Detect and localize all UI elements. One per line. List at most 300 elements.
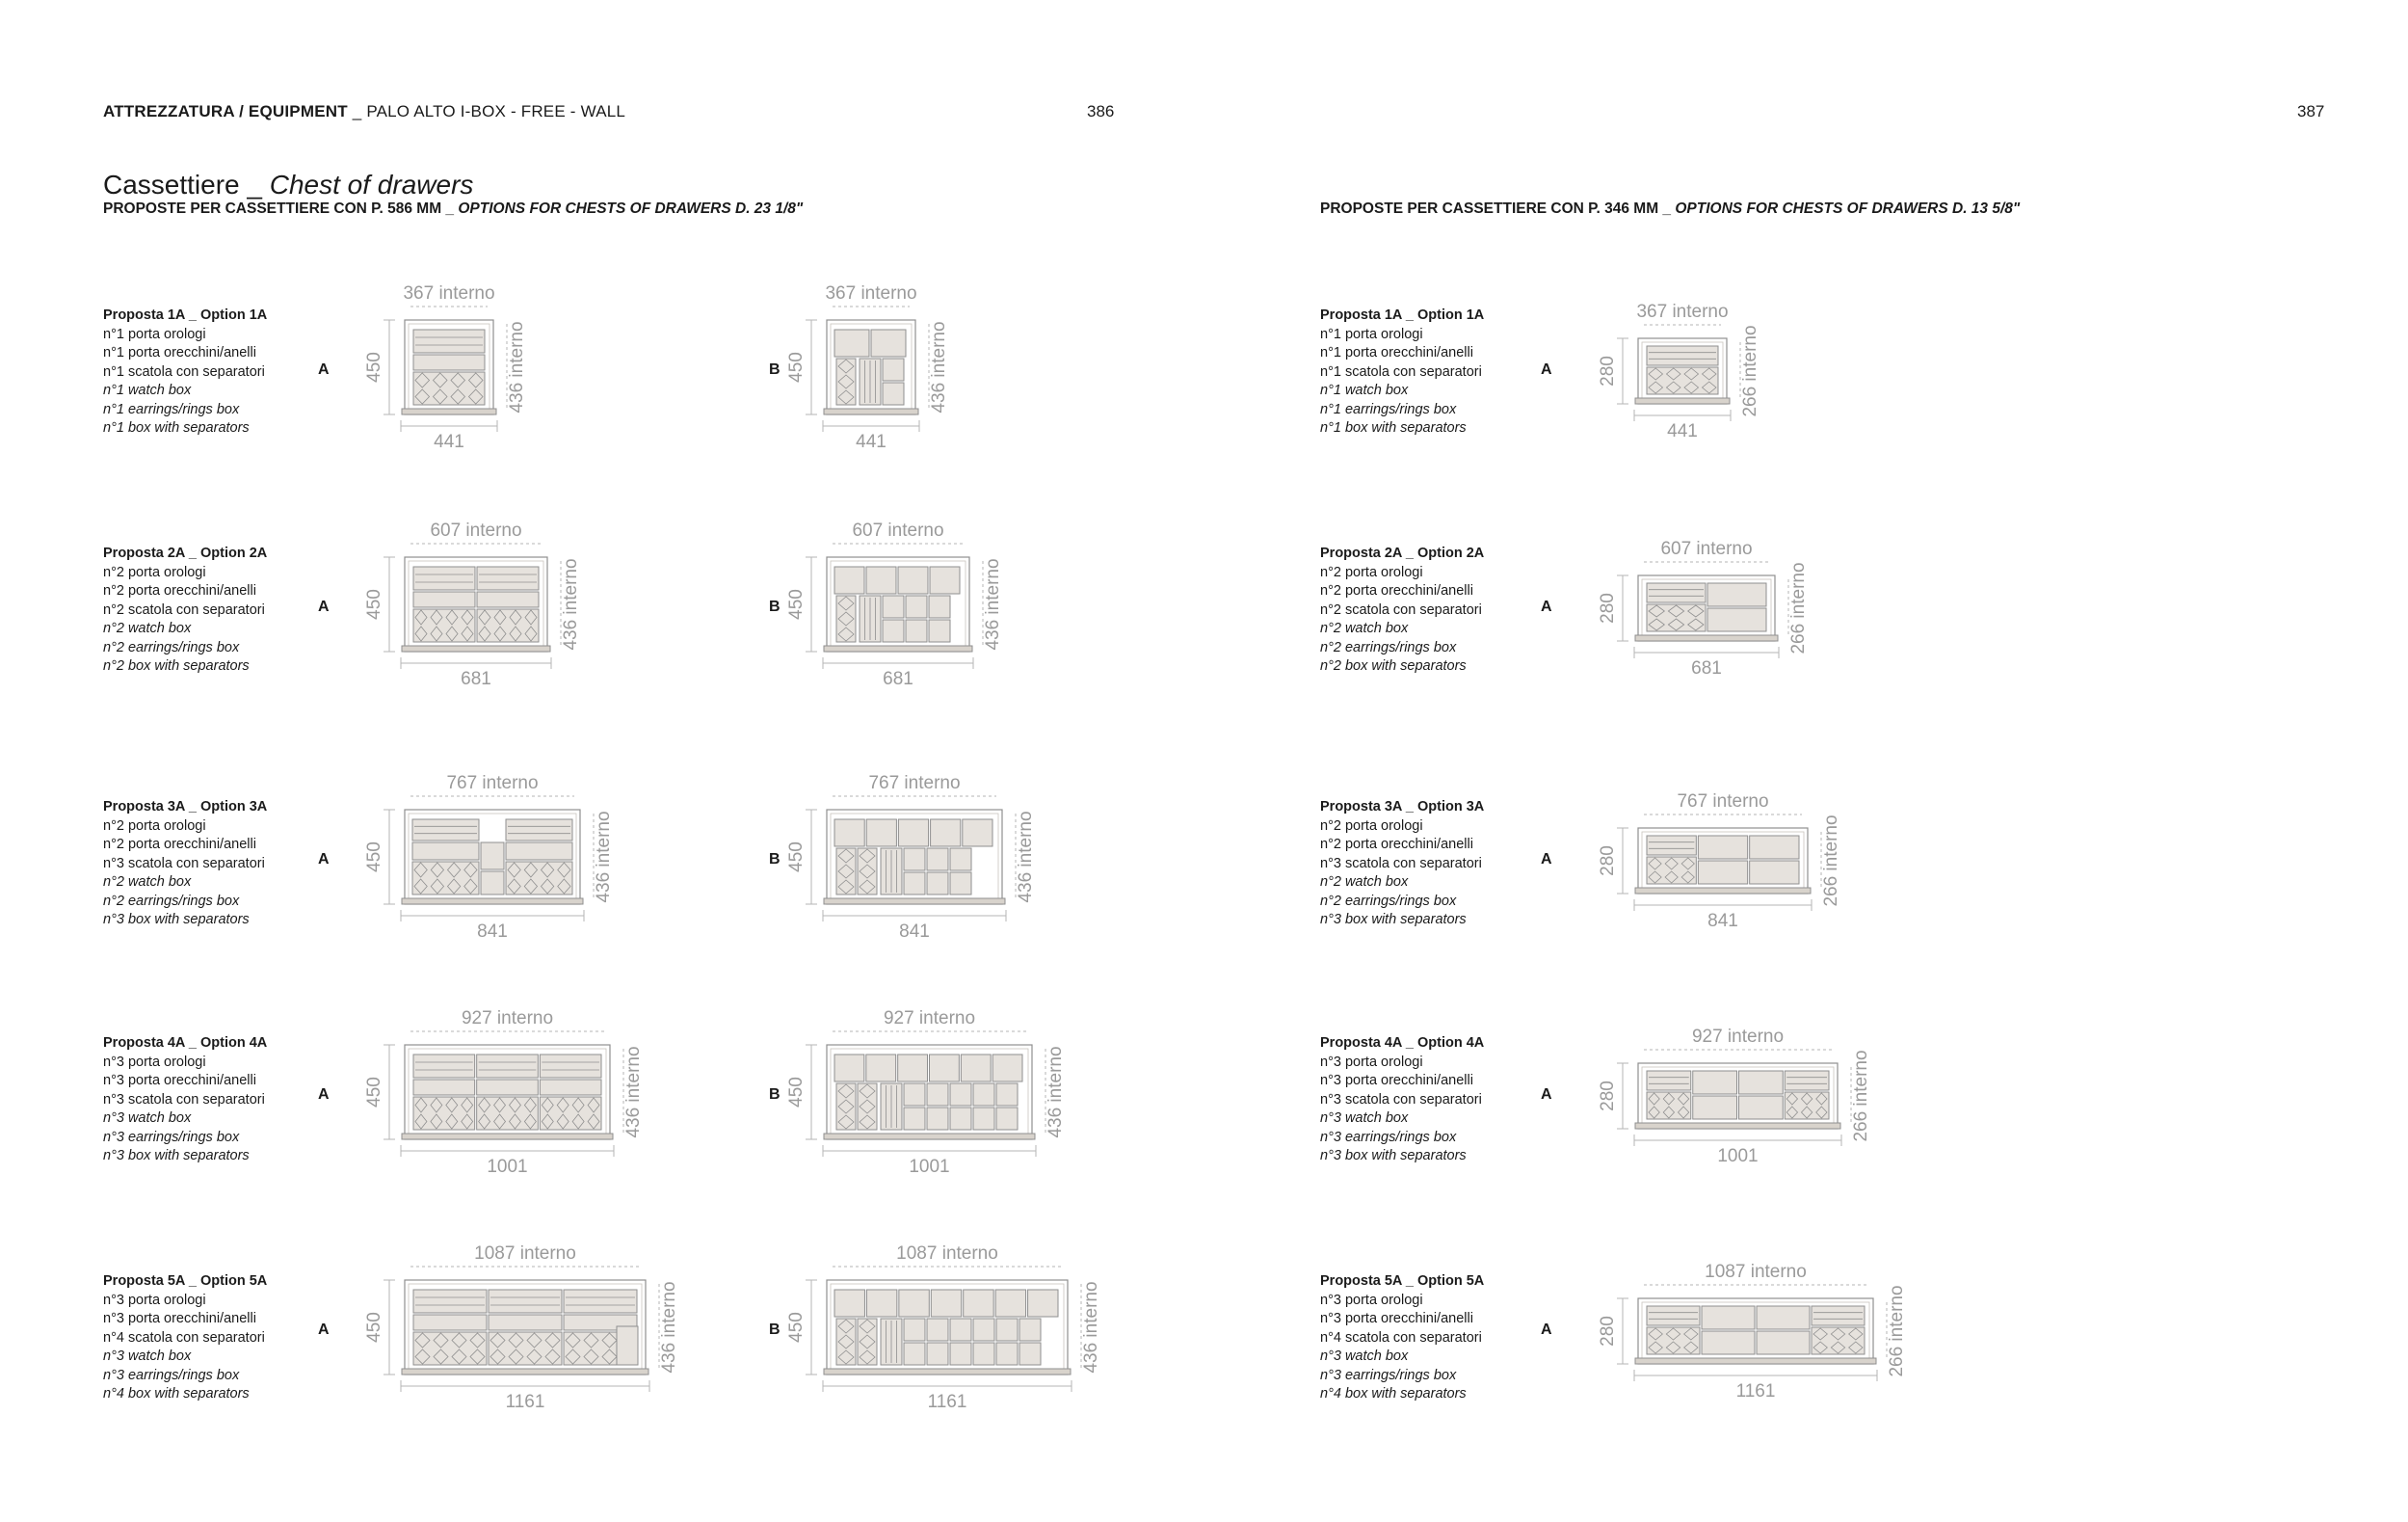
drawer-front — [996, 1108, 1018, 1130]
drawer-front — [930, 567, 960, 594]
drawer-front — [834, 1055, 864, 1081]
option-item-en: n°1 earrings/rings box — [1320, 401, 1457, 417]
drawing-a-option-3 — [1600, 789, 1875, 971]
watch-box — [1647, 346, 1718, 365]
option-item-en: n°2 earrings/rings box — [103, 893, 240, 909]
option-item-it: n°3 scatola con separatori — [103, 855, 265, 871]
separator-box — [481, 871, 504, 895]
variant-label-a: A — [318, 599, 330, 615]
drawer-front — [871, 330, 906, 357]
separator-box — [489, 1315, 562, 1330]
dimension-outer-width: 1001 — [1717, 1146, 1759, 1166]
option-item-en: n°2 watch box — [1320, 874, 1409, 890]
option-item-en: n°3 watch box — [103, 1348, 192, 1364]
drawer-front — [1702, 1306, 1755, 1329]
drawer-front — [950, 1083, 971, 1106]
dimension-outer-width: 841 — [477, 921, 508, 942]
option-title: Proposta 2A _ Option 2A — [103, 546, 268, 561]
option-title: Proposta 2A _ Option 2A — [1320, 546, 1485, 561]
separator-box — [540, 1080, 601, 1095]
drawer-front — [1028, 1290, 1058, 1317]
option-title: Proposta 1A _ Option 1A — [103, 307, 268, 323]
cabinet-base — [402, 1369, 648, 1375]
option-item-en: n°4 box with separators — [103, 1386, 250, 1402]
separator-box — [477, 592, 539, 607]
drawer-front — [904, 1319, 925, 1341]
separator-box — [413, 1315, 487, 1330]
drawer-front — [1698, 861, 1747, 884]
option-item-it: n°3 scatola con separatori — [1320, 1091, 1482, 1108]
watch-box-vertical — [860, 596, 881, 642]
drawing-a-option-4 — [1600, 1025, 1905, 1206]
dimension-inner-height: 436 interno — [983, 558, 1003, 651]
dimension-outer-width: 1161 — [1735, 1381, 1776, 1402]
dimension-outer-width: 681 — [1691, 658, 1722, 679]
drawer-front — [904, 1108, 925, 1130]
watch-box — [1647, 836, 1696, 855]
earrings-box — [540, 1097, 601, 1130]
option-item-it: n°2 porta orologi — [103, 817, 206, 834]
drawer-front — [883, 359, 904, 381]
dimension-inner-height: 436 interno — [561, 558, 581, 651]
separator-box — [617, 1326, 638, 1365]
drawing-a-option-5 — [1600, 1260, 1941, 1441]
dimension-inner-height: 436 interno — [1081, 1281, 1101, 1374]
dimension-outer-width: 1161 — [505, 1392, 545, 1412]
earrings-box — [858, 848, 877, 895]
drawer-front — [834, 819, 864, 846]
drawing-a-option-5 — [366, 1242, 713, 1452]
option-item-en: n°1 box with separators — [1320, 420, 1467, 436]
option-item-it: n°4 scatola con separatori — [1320, 1329, 1482, 1346]
earrings-box — [1647, 367, 1718, 394]
option-item-it: n°2 scatola con separatori — [103, 601, 265, 618]
dimension-inner-height: 266 interno — [1740, 325, 1760, 417]
separator-box — [413, 1080, 475, 1095]
option-item-it: n°1 scatola con separatori — [1320, 363, 1482, 380]
dimension-height: 280 — [1598, 356, 1618, 387]
variant-label-b: B — [769, 599, 781, 615]
dimension-inner-width: 927 interno — [461, 1008, 554, 1028]
option-item-en: n°2 earrings/rings box — [103, 639, 240, 655]
earrings-box — [836, 596, 856, 642]
variant-label-a: A — [1541, 1086, 1552, 1103]
variant-label-a: A — [1541, 599, 1552, 615]
option-item-en: n°2 box with separators — [1320, 658, 1467, 674]
drawer-front — [1739, 1071, 1784, 1094]
option-item-it: n°3 porta orecchini/anelli — [1320, 1073, 1473, 1088]
drawer-front — [904, 872, 925, 895]
option-item-en: n°1 watch box — [1320, 383, 1409, 398]
drawer-front — [904, 848, 925, 870]
option-item-it: n°1 porta orologi — [103, 326, 206, 342]
dimension-height: 450 — [786, 352, 807, 383]
cabinet-base — [402, 898, 583, 904]
separator-box — [477, 1080, 539, 1095]
option-title: Proposta 3A _ Option 3A — [1320, 799, 1485, 814]
dimension-inner-height: 436 interno — [1045, 1046, 1066, 1138]
drawer-front — [898, 567, 928, 594]
dimension-height: 450 — [364, 589, 384, 620]
page-title — [103, 170, 473, 200]
earrings-box — [413, 609, 475, 642]
drawer-front — [950, 848, 971, 870]
dimension-height: 450 — [786, 841, 807, 872]
drawer-front — [996, 1083, 1018, 1106]
option-item-en: n°2 watch box — [103, 621, 192, 636]
drawer-front — [963, 819, 992, 846]
dimension-height: 450 — [364, 352, 384, 383]
dimension-inner-width: 767 interno — [446, 773, 539, 793]
right-subtitle-en: OPTIONS FOR CHESTS OF DRAWERS D. 13 5/8" — [1675, 200, 2021, 217]
left-subtitle — [103, 200, 803, 218]
dimension-outer-width: 441 — [434, 432, 464, 452]
dimension-inner-height: 436 interno — [929, 321, 949, 414]
dimension-inner-width: 1087 interno — [1705, 1262, 1807, 1282]
option-item-it: n°3 porta orecchini/anelli — [103, 1311, 256, 1326]
separator-box — [506, 842, 572, 860]
watch-box — [477, 567, 539, 590]
watch-box — [413, 1055, 475, 1078]
option-description — [1320, 307, 1484, 439]
variant-label-a: A — [1541, 361, 1552, 378]
option-item-en: n°1 watch box — [103, 383, 192, 398]
drawer-front — [1019, 1319, 1041, 1341]
option-item-it: n°3 porta orologi — [103, 1054, 206, 1070]
variant-label-a: A — [318, 1086, 330, 1103]
cabinet-base — [402, 409, 496, 414]
dimension-height: 450 — [364, 1312, 384, 1343]
cabinet-base — [1635, 398, 1730, 404]
option-item-en: n°4 box with separators — [1320, 1386, 1467, 1402]
drawer-front — [927, 1108, 948, 1130]
option-item-en: n°3 box with separators — [1320, 1148, 1467, 1163]
drawer-front — [950, 1343, 971, 1365]
earrings-box — [489, 1332, 562, 1365]
drawer-front — [950, 1319, 971, 1341]
cabinet-base — [824, 1134, 1035, 1139]
cabinet-base — [824, 1369, 1071, 1375]
drawing-b-option-3 — [788, 771, 1070, 981]
option-description — [1320, 1272, 1484, 1404]
dimension-height: 450 — [364, 1077, 384, 1108]
separator-box — [413, 592, 475, 607]
dimension-height: 280 — [1598, 1081, 1618, 1111]
dimension-outer-width: 681 — [461, 669, 491, 689]
option-item-en: n°3 box with separators — [1320, 912, 1467, 927]
watch-box-vertical — [860, 359, 881, 405]
earrings-box — [477, 609, 539, 642]
earrings-box — [1647, 857, 1696, 884]
dimension-inner-width: 767 interno — [868, 773, 961, 793]
drawer-front — [950, 1108, 971, 1130]
option-item-it: n°3 porta orologi — [1320, 1054, 1423, 1070]
drawer-front — [973, 1108, 994, 1130]
drawer-front — [927, 1343, 948, 1365]
drawer-front — [834, 330, 869, 357]
dimension-inner-width: 607 interno — [852, 521, 944, 541]
option-item-en: n°3 box with separators — [103, 1148, 250, 1163]
option-item-en: n°3 watch box — [1320, 1110, 1409, 1126]
option-item-it: n°2 porta orecchini/anelli — [1320, 837, 1473, 852]
drawer-front — [904, 1083, 925, 1106]
watch-box — [477, 1055, 539, 1078]
cabinet-base — [824, 898, 1005, 904]
cabinet-base — [1635, 1123, 1840, 1129]
drawer-front — [866, 819, 896, 846]
variant-label-a: A — [318, 361, 330, 378]
dimension-height: 280 — [1598, 845, 1618, 876]
drawer-front — [834, 1290, 864, 1317]
dimension-height: 450 — [786, 1312, 807, 1343]
drawing-a-option-2 — [1600, 537, 1842, 718]
watch-box — [1647, 1306, 1700, 1325]
earrings-box — [506, 862, 572, 895]
option-item-it: n°3 scatola con separatori — [103, 1091, 265, 1108]
drawing-b-option-5 — [788, 1242, 1135, 1452]
drawer-front — [899, 1290, 929, 1317]
dimension-inner-height: 266 interno — [1851, 1050, 1871, 1142]
drawer-front — [883, 620, 904, 642]
drawer-front — [906, 620, 927, 642]
dimension-inner-width: 927 interno — [883, 1008, 976, 1028]
earrings-box — [1785, 1092, 1829, 1119]
drawer-front — [1707, 608, 1766, 631]
option-item-en: n°2 earrings/rings box — [1320, 639, 1457, 655]
drawer-front — [931, 819, 961, 846]
drawer-front — [929, 620, 950, 642]
dimension-inner-height: 436 interno — [594, 811, 614, 903]
dimension-inner-width: 607 interno — [430, 521, 522, 541]
option-item-it: n°3 porta orologi — [1320, 1292, 1423, 1308]
dimension-inner-height: 436 interno — [507, 321, 527, 414]
option-item-it: n°1 porta orecchini/anelli — [1320, 345, 1473, 360]
drawing-b-option-2 — [788, 519, 1037, 729]
earrings-box — [1647, 604, 1706, 631]
option-item-en: n°3 earrings/rings box — [1320, 1129, 1457, 1145]
dimension-inner-width: 1087 interno — [896, 1243, 998, 1264]
header-product: _ PALO ALTO I-BOX - FREE - WALL — [347, 102, 626, 120]
page-number-right: 387 — [2297, 102, 2325, 120]
option-description — [1320, 545, 1484, 677]
watch-box — [489, 1290, 562, 1313]
drawer-front — [904, 1343, 925, 1365]
drawer-front — [1019, 1343, 1041, 1365]
drawer-front — [1757, 1306, 1810, 1329]
option-item-it: n°2 porta orecchini/anelli — [103, 837, 256, 852]
drawer-front — [906, 596, 927, 618]
earrings-box — [413, 1332, 487, 1365]
watch-box — [506, 819, 572, 841]
drawing-a-option-3 — [366, 771, 648, 981]
option-title: Proposta 4A _ Option 4A — [1320, 1035, 1485, 1051]
watch-box-vertical — [881, 1083, 902, 1130]
option-title: Proposta 5A _ Option 5A — [103, 1273, 268, 1289]
dimension-inner-width: 607 interno — [1660, 539, 1753, 559]
earrings-box — [413, 1097, 475, 1130]
dimension-inner-width: 767 interno — [1677, 791, 1769, 812]
option-description — [103, 798, 267, 930]
earrings-box — [1647, 1092, 1691, 1119]
title-en: Chest of drawers — [269, 170, 474, 200]
watch-box — [1647, 1071, 1691, 1090]
dimension-inner-height: 436 interno — [623, 1046, 644, 1138]
drawer-front — [961, 1055, 991, 1081]
variant-label-b: B — [769, 361, 781, 378]
option-item-it: n°2 porta orecchini/anelli — [103, 583, 256, 599]
drawer-front — [973, 1319, 994, 1341]
option-description — [1320, 1034, 1484, 1166]
option-item-en: n°3 earrings/rings box — [103, 1367, 240, 1383]
option-description — [103, 1272, 267, 1404]
variant-label-a: A — [318, 1322, 330, 1338]
dimension-inner-height: 436 interno — [659, 1281, 679, 1374]
option-description — [1320, 798, 1484, 930]
drawer-front — [929, 596, 950, 618]
variant-label-a: A — [318, 851, 330, 868]
dimension-height: 450 — [364, 841, 384, 872]
dimension-outer-width: 1161 — [927, 1392, 967, 1412]
separator-box — [413, 355, 485, 370]
watch-box — [412, 819, 479, 841]
option-item-en: n°2 watch box — [103, 874, 192, 890]
option-item-en: n°1 earrings/rings box — [103, 401, 240, 417]
drawer-front — [996, 1319, 1018, 1341]
dimension-outer-width: 681 — [883, 669, 913, 689]
separator-box — [412, 842, 479, 860]
watch-box — [413, 1290, 487, 1313]
drawer-front — [1707, 583, 1766, 606]
dimension-inner-height: 266 interno — [1788, 562, 1809, 654]
watch-box — [1785, 1071, 1829, 1090]
cabinet-base — [402, 646, 550, 652]
earrings-box — [836, 1083, 856, 1130]
cabinet-base — [824, 409, 918, 414]
dimension-inner-height: 436 interno — [1016, 811, 1036, 903]
drawer-front — [950, 872, 971, 895]
option-title: Proposta 5A _ Option 5A — [1320, 1273, 1485, 1289]
option-item-it: n°2 scatola con separatori — [1320, 601, 1482, 618]
title-it: Cassettiere _ — [103, 170, 270, 200]
option-item-en: n°3 box with separators — [103, 912, 250, 927]
earrings-box — [1812, 1327, 1865, 1354]
earrings-box — [858, 1083, 877, 1130]
option-item-it: n°3 scatola con separatori — [1320, 855, 1482, 871]
drawer-front — [1739, 1096, 1784, 1119]
dimension-outer-width: 441 — [1667, 421, 1698, 441]
drawer-front — [995, 1290, 1025, 1317]
drawer-front — [834, 567, 864, 594]
drawing-b-option-1 — [788, 281, 983, 492]
option-item-it: n°2 porta orologi — [1320, 817, 1423, 834]
running-header — [103, 102, 625, 121]
dimension-inner-width: 927 interno — [1691, 1027, 1785, 1047]
earrings-box — [412, 862, 479, 895]
option-item-it: n°2 porta orologi — [1320, 564, 1423, 580]
option-item-en: n°1 box with separators — [103, 420, 250, 436]
separator-box — [481, 842, 504, 869]
option-item-en: n°3 earrings/rings box — [1320, 1367, 1457, 1383]
earrings-box — [836, 1319, 856, 1365]
watch-box — [540, 1055, 601, 1078]
option-description — [103, 545, 267, 677]
option-item-it: n°4 scatola con separatori — [103, 1329, 265, 1346]
drawing-b-option-4 — [788, 1006, 1099, 1216]
drawer-front — [927, 872, 948, 895]
variant-label-b: B — [769, 851, 781, 868]
watch-box — [413, 330, 485, 353]
dimension-outer-width: 1001 — [487, 1157, 528, 1177]
option-item-en: n°2 watch box — [1320, 621, 1409, 636]
header-section: ATTREZZATURA / EQUIPMENT — [103, 102, 348, 120]
dimension-inner-width: 367 interno — [825, 283, 917, 304]
option-item-it: n°2 porta orologi — [103, 564, 206, 580]
cabinet-base — [824, 646, 972, 652]
drawer-front — [973, 1083, 994, 1106]
drawer-front — [992, 1055, 1022, 1081]
option-item-en: n°2 earrings/rings box — [1320, 893, 1457, 909]
option-item-it: n°2 porta orecchini/anelli — [1320, 583, 1473, 599]
option-item-it: n°3 porta orecchini/anelli — [103, 1073, 256, 1088]
dimension-height: 450 — [786, 589, 807, 620]
variant-label-a: A — [1541, 1322, 1552, 1338]
watch-box-vertical — [881, 1319, 902, 1365]
option-description — [103, 307, 267, 439]
option-item-it: n°1 porta orologi — [1320, 326, 1423, 342]
drawer-front — [1750, 836, 1799, 859]
drawer-front — [973, 1343, 994, 1365]
earrings-box — [836, 359, 856, 405]
drawer-front — [866, 567, 896, 594]
drawing-a-option-2 — [366, 519, 615, 729]
dimension-inner-height: 266 interno — [1821, 814, 1841, 907]
drawing-a-option-1 — [1600, 300, 1794, 481]
dimension-height: 280 — [1598, 1316, 1618, 1347]
option-item-it: n°1 scatola con separatori — [103, 363, 265, 380]
watch-box — [1812, 1306, 1865, 1325]
drawer-front — [964, 1290, 993, 1317]
drawer-front — [930, 1055, 960, 1081]
cabinet-base — [1635, 1358, 1876, 1364]
dimension-inner-height: 266 interno — [1887, 1285, 1907, 1377]
drawer-front — [1757, 1331, 1810, 1354]
dimension-outer-width: 841 — [899, 921, 930, 942]
option-item-en: n°2 box with separators — [103, 658, 250, 674]
option-item-it: n°1 porta orecchini/anelli — [103, 345, 256, 360]
watch-box — [413, 567, 475, 590]
dimension-inner-width: 367 interno — [403, 283, 495, 304]
dimension-height: 450 — [786, 1077, 807, 1108]
option-item-en: n°3 watch box — [103, 1110, 192, 1126]
variant-label-b: B — [769, 1322, 781, 1338]
watch-box-vertical — [881, 848, 902, 895]
watch-box — [564, 1290, 637, 1313]
drawer-front — [927, 1083, 948, 1106]
cabinet-base — [1635, 888, 1811, 894]
watch-box — [1647, 583, 1706, 602]
earrings-box — [477, 1097, 539, 1130]
left-subtitle-en: OPTIONS FOR CHESTS OF DRAWERS D. 23 1/8" — [458, 200, 804, 217]
dimension-outer-width: 441 — [856, 432, 886, 452]
dimension-height: 280 — [1598, 593, 1618, 624]
drawer-front — [1693, 1096, 1737, 1119]
drawer-front — [866, 1055, 896, 1081]
right-subtitle-it: PROPOSTE PER CASSETTIERE CON P. 346 MM _ — [1320, 200, 1676, 217]
earrings-box — [858, 1319, 877, 1365]
variant-label-a: A — [1541, 851, 1552, 868]
option-item-en: n°3 earrings/rings box — [103, 1129, 240, 1145]
drawer-front — [1702, 1331, 1755, 1354]
